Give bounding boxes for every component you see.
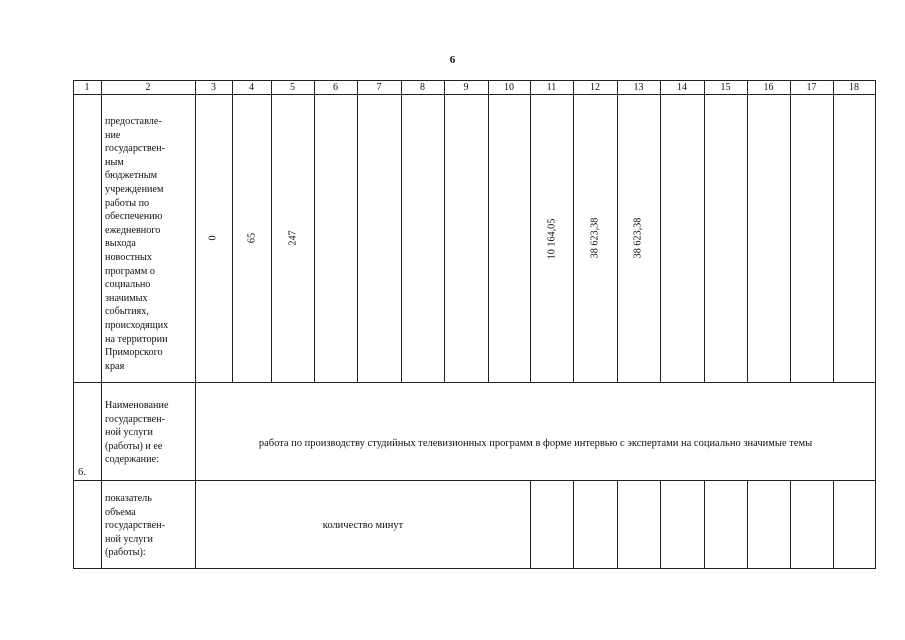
row3-volume-indicator: количество минут xyxy=(322,520,404,531)
header-col-18: 18 xyxy=(849,82,859,93)
page-number: 6 xyxy=(449,54,456,66)
header-col-3: 3 xyxy=(211,82,216,93)
header-col-6: 6 xyxy=(333,82,338,93)
header-col-13: 13 xyxy=(633,82,644,93)
header-col-4: 4 xyxy=(249,82,254,93)
header-col-9: 9 xyxy=(463,82,469,93)
row2-service-content: работа по производству студийных телевизионных программ в форме интервью с экспертами на социально значимые темы xyxy=(258,438,813,449)
header-col-12: 12 xyxy=(590,82,600,93)
header-col-14: 14 xyxy=(677,82,687,93)
header-col-10: 10 xyxy=(504,82,514,93)
row3-label: показатель объема государствен- ной услуги (работы): xyxy=(105,493,165,559)
row2-label: Наименование государствен- ной услуги (работы) и ее содержание: xyxy=(105,400,169,466)
row1-col5-value: 247 xyxy=(287,230,299,246)
row1-col3-value: 0 xyxy=(207,235,219,241)
row1-col13-value: 38 623,38 xyxy=(632,217,644,259)
header-col-15: 15 xyxy=(720,82,731,93)
row1-description: предоставле- ние государствен- ным бюджетным учреждением работы по обеспечению ежедневного выхода новостных программ о социально значимых событиях, происходящих на территории Приморского края xyxy=(105,116,169,372)
header-col-2: 2 xyxy=(145,82,151,93)
header-col-7: 7 xyxy=(376,82,382,93)
row1-col4-value: 65 xyxy=(246,232,258,244)
header-col-8: 8 xyxy=(420,82,425,93)
header-col-17: 17 xyxy=(806,82,817,93)
header-col-1: 1 xyxy=(84,82,90,93)
row2-number: 6. xyxy=(78,467,86,478)
row1-col12-value: 38 623,38 xyxy=(589,217,601,259)
row1-col11-value: 10 164,05 xyxy=(546,218,558,260)
header-col-11: 11 xyxy=(546,82,557,93)
header-col-5: 5 xyxy=(290,82,295,93)
header-col-16: 16 xyxy=(763,82,774,93)
